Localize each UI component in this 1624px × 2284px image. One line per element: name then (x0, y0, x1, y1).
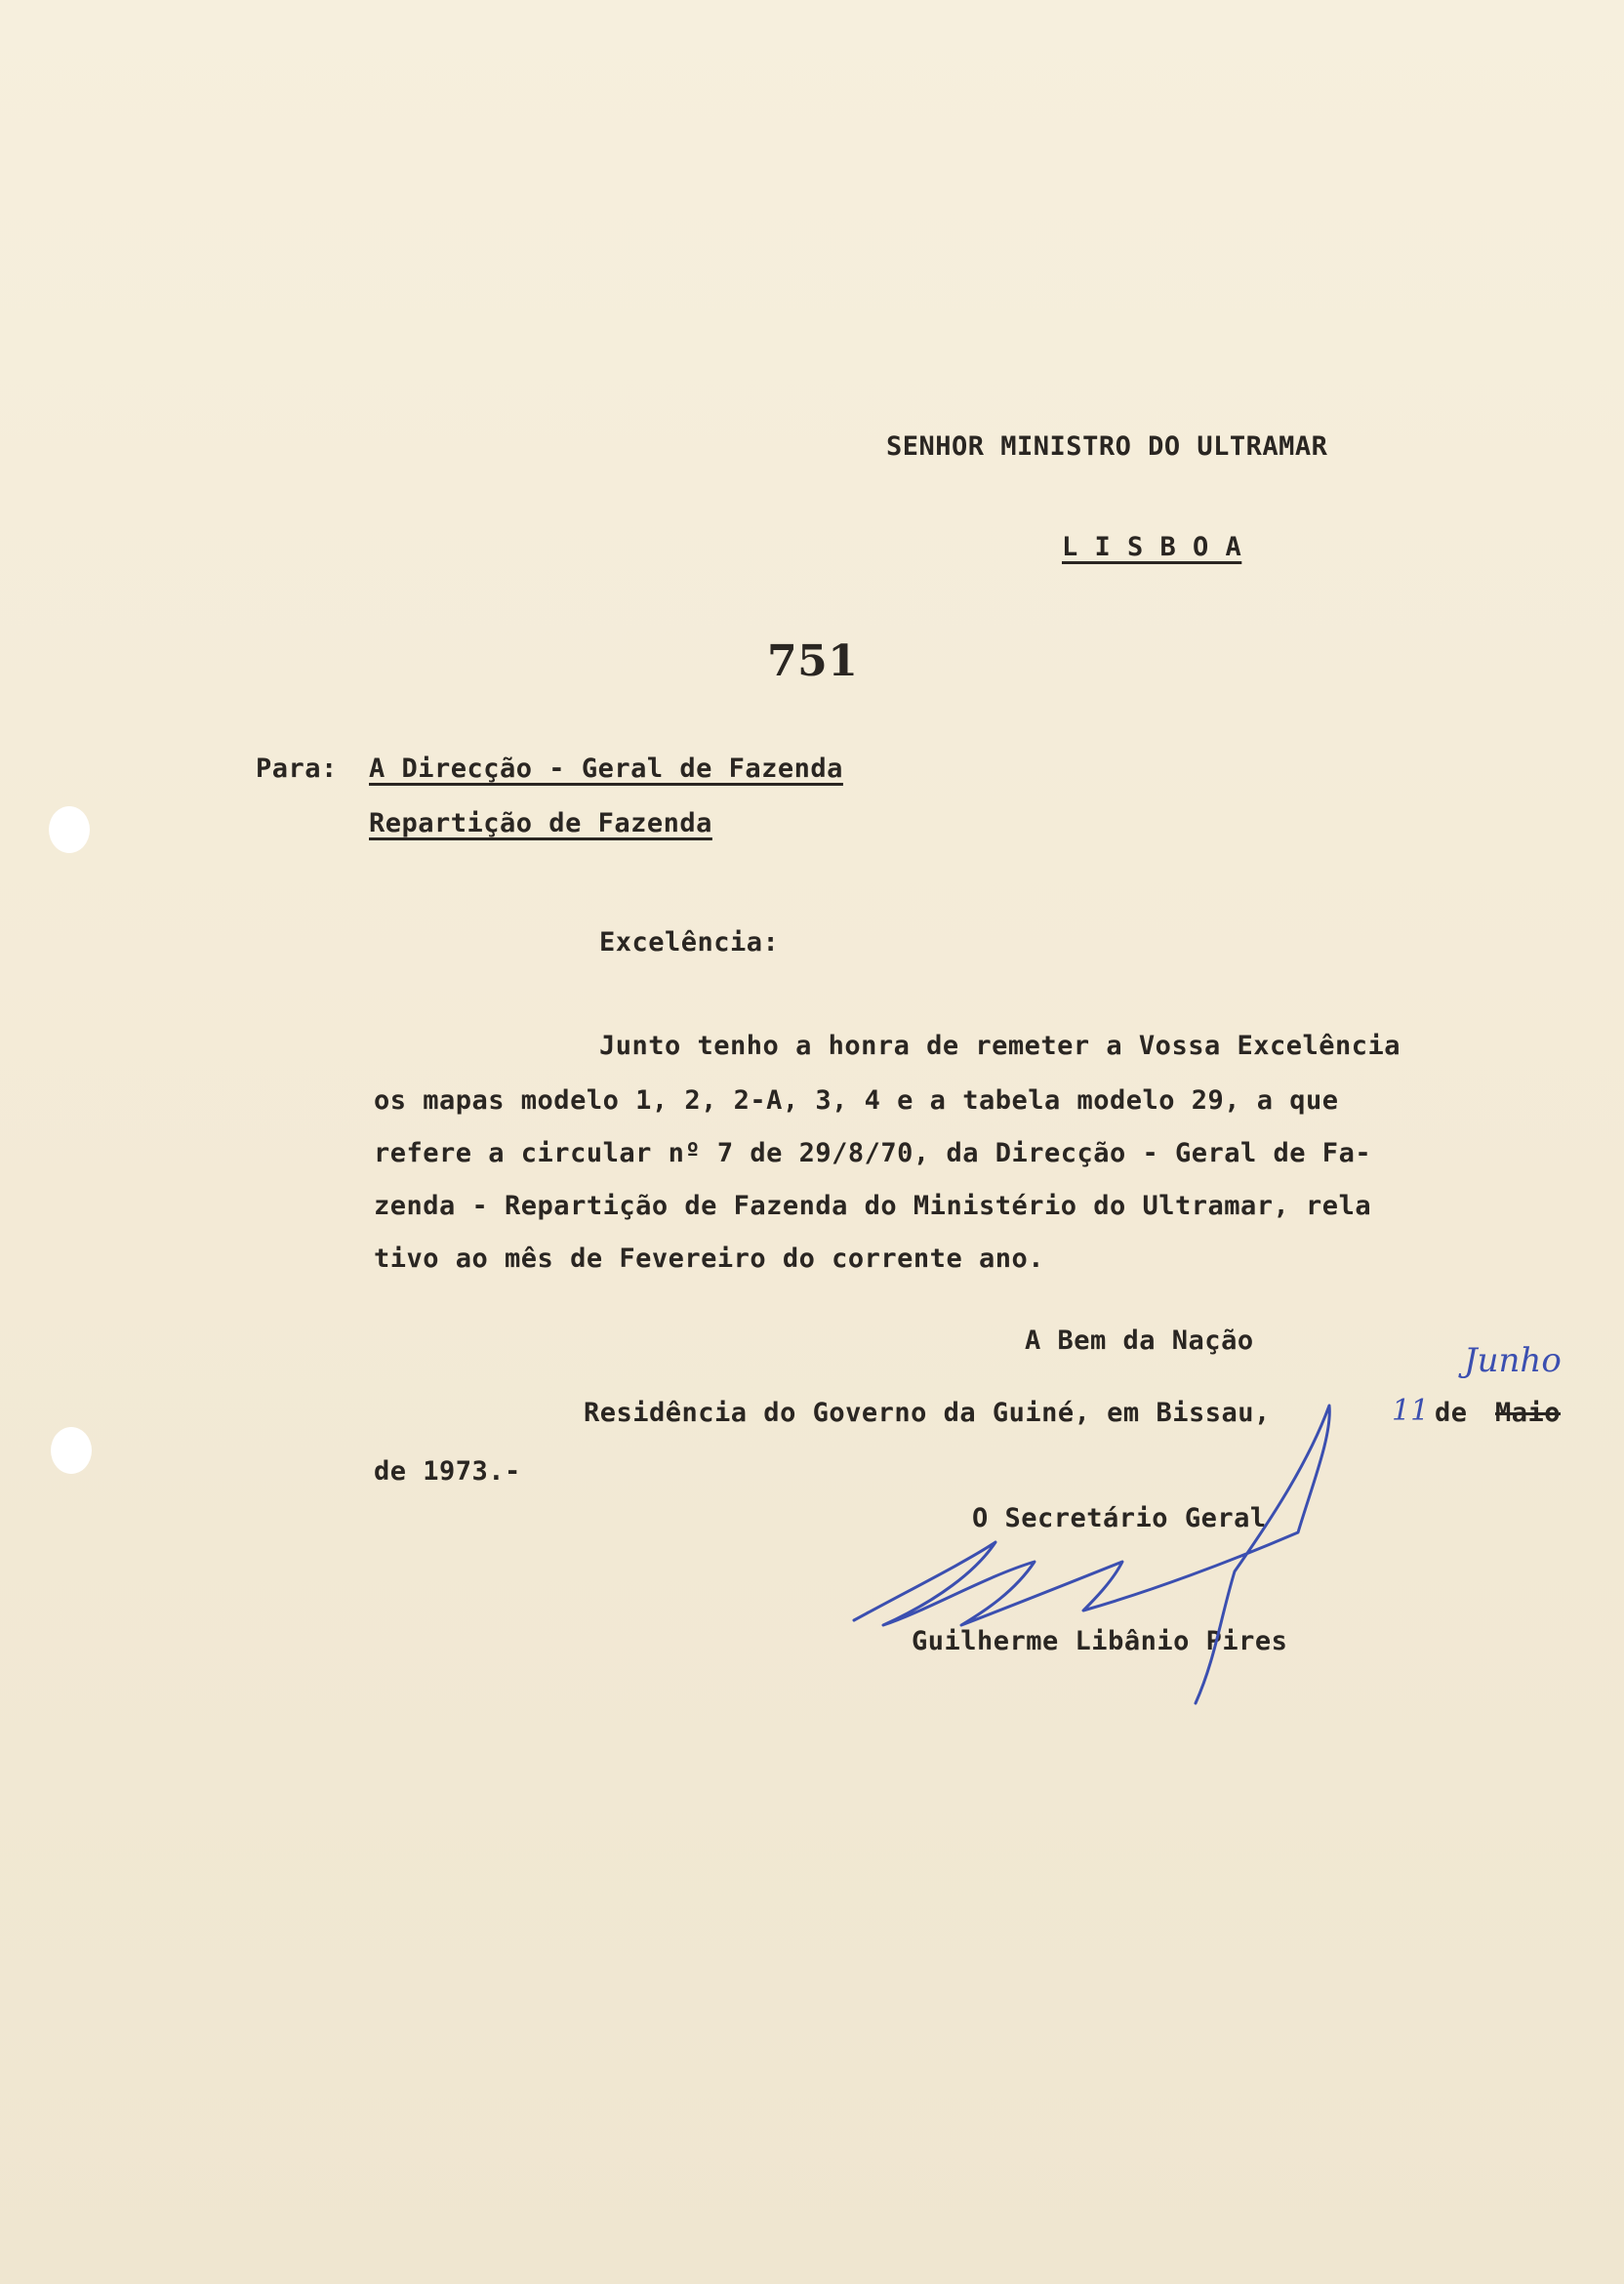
place-date-prefix: Residência do Governo da Guiné, em Bissau, (584, 1398, 1271, 1428)
signatory-title: O Secretário Geral (972, 1503, 1267, 1533)
body-line: tivo ao mês de Fevereiro do corrente ano. (374, 1244, 1044, 1274)
handwritten-day: 11 (1392, 1394, 1430, 1428)
addressee: SENHOR MINISTRO DO ULTRAMAR (886, 431, 1328, 462)
para-label: Para: (256, 754, 338, 784)
year-line: de 1973.- (374, 1456, 521, 1487)
para-recipient-line1: A Direcção - Geral de Fazenda (369, 754, 843, 784)
salutation: Excelência: (599, 927, 780, 958)
body-line: refere a circular nº 7 de 29/8/70, da Direcção - Geral de Fa- (374, 1138, 1372, 1168)
body-line: os mapas modelo 1, 2, 2-A, 3, 4 e a tabela modelo 29, a que (374, 1085, 1339, 1116)
handwritten-month: Junho (1464, 1341, 1562, 1380)
body-line: Junto tenho a honra de remeter a Vossa Excelência (599, 1031, 1401, 1061)
body-line: zenda - Repartição de Fazenda do Ministério do Ultramar, rela (374, 1191, 1372, 1221)
place-date-de: de (1435, 1398, 1468, 1428)
document-number: 751 (767, 636, 859, 686)
struck-month: Maio (1495, 1398, 1562, 1428)
para-recipient-line2: Repartição de Fazenda (369, 808, 712, 838)
city: L I S B O A (1062, 532, 1242, 562)
signatory-name: Guilherme Libânio Pires (912, 1626, 1288, 1656)
closing: A Bem da Nação (1025, 1326, 1254, 1356)
